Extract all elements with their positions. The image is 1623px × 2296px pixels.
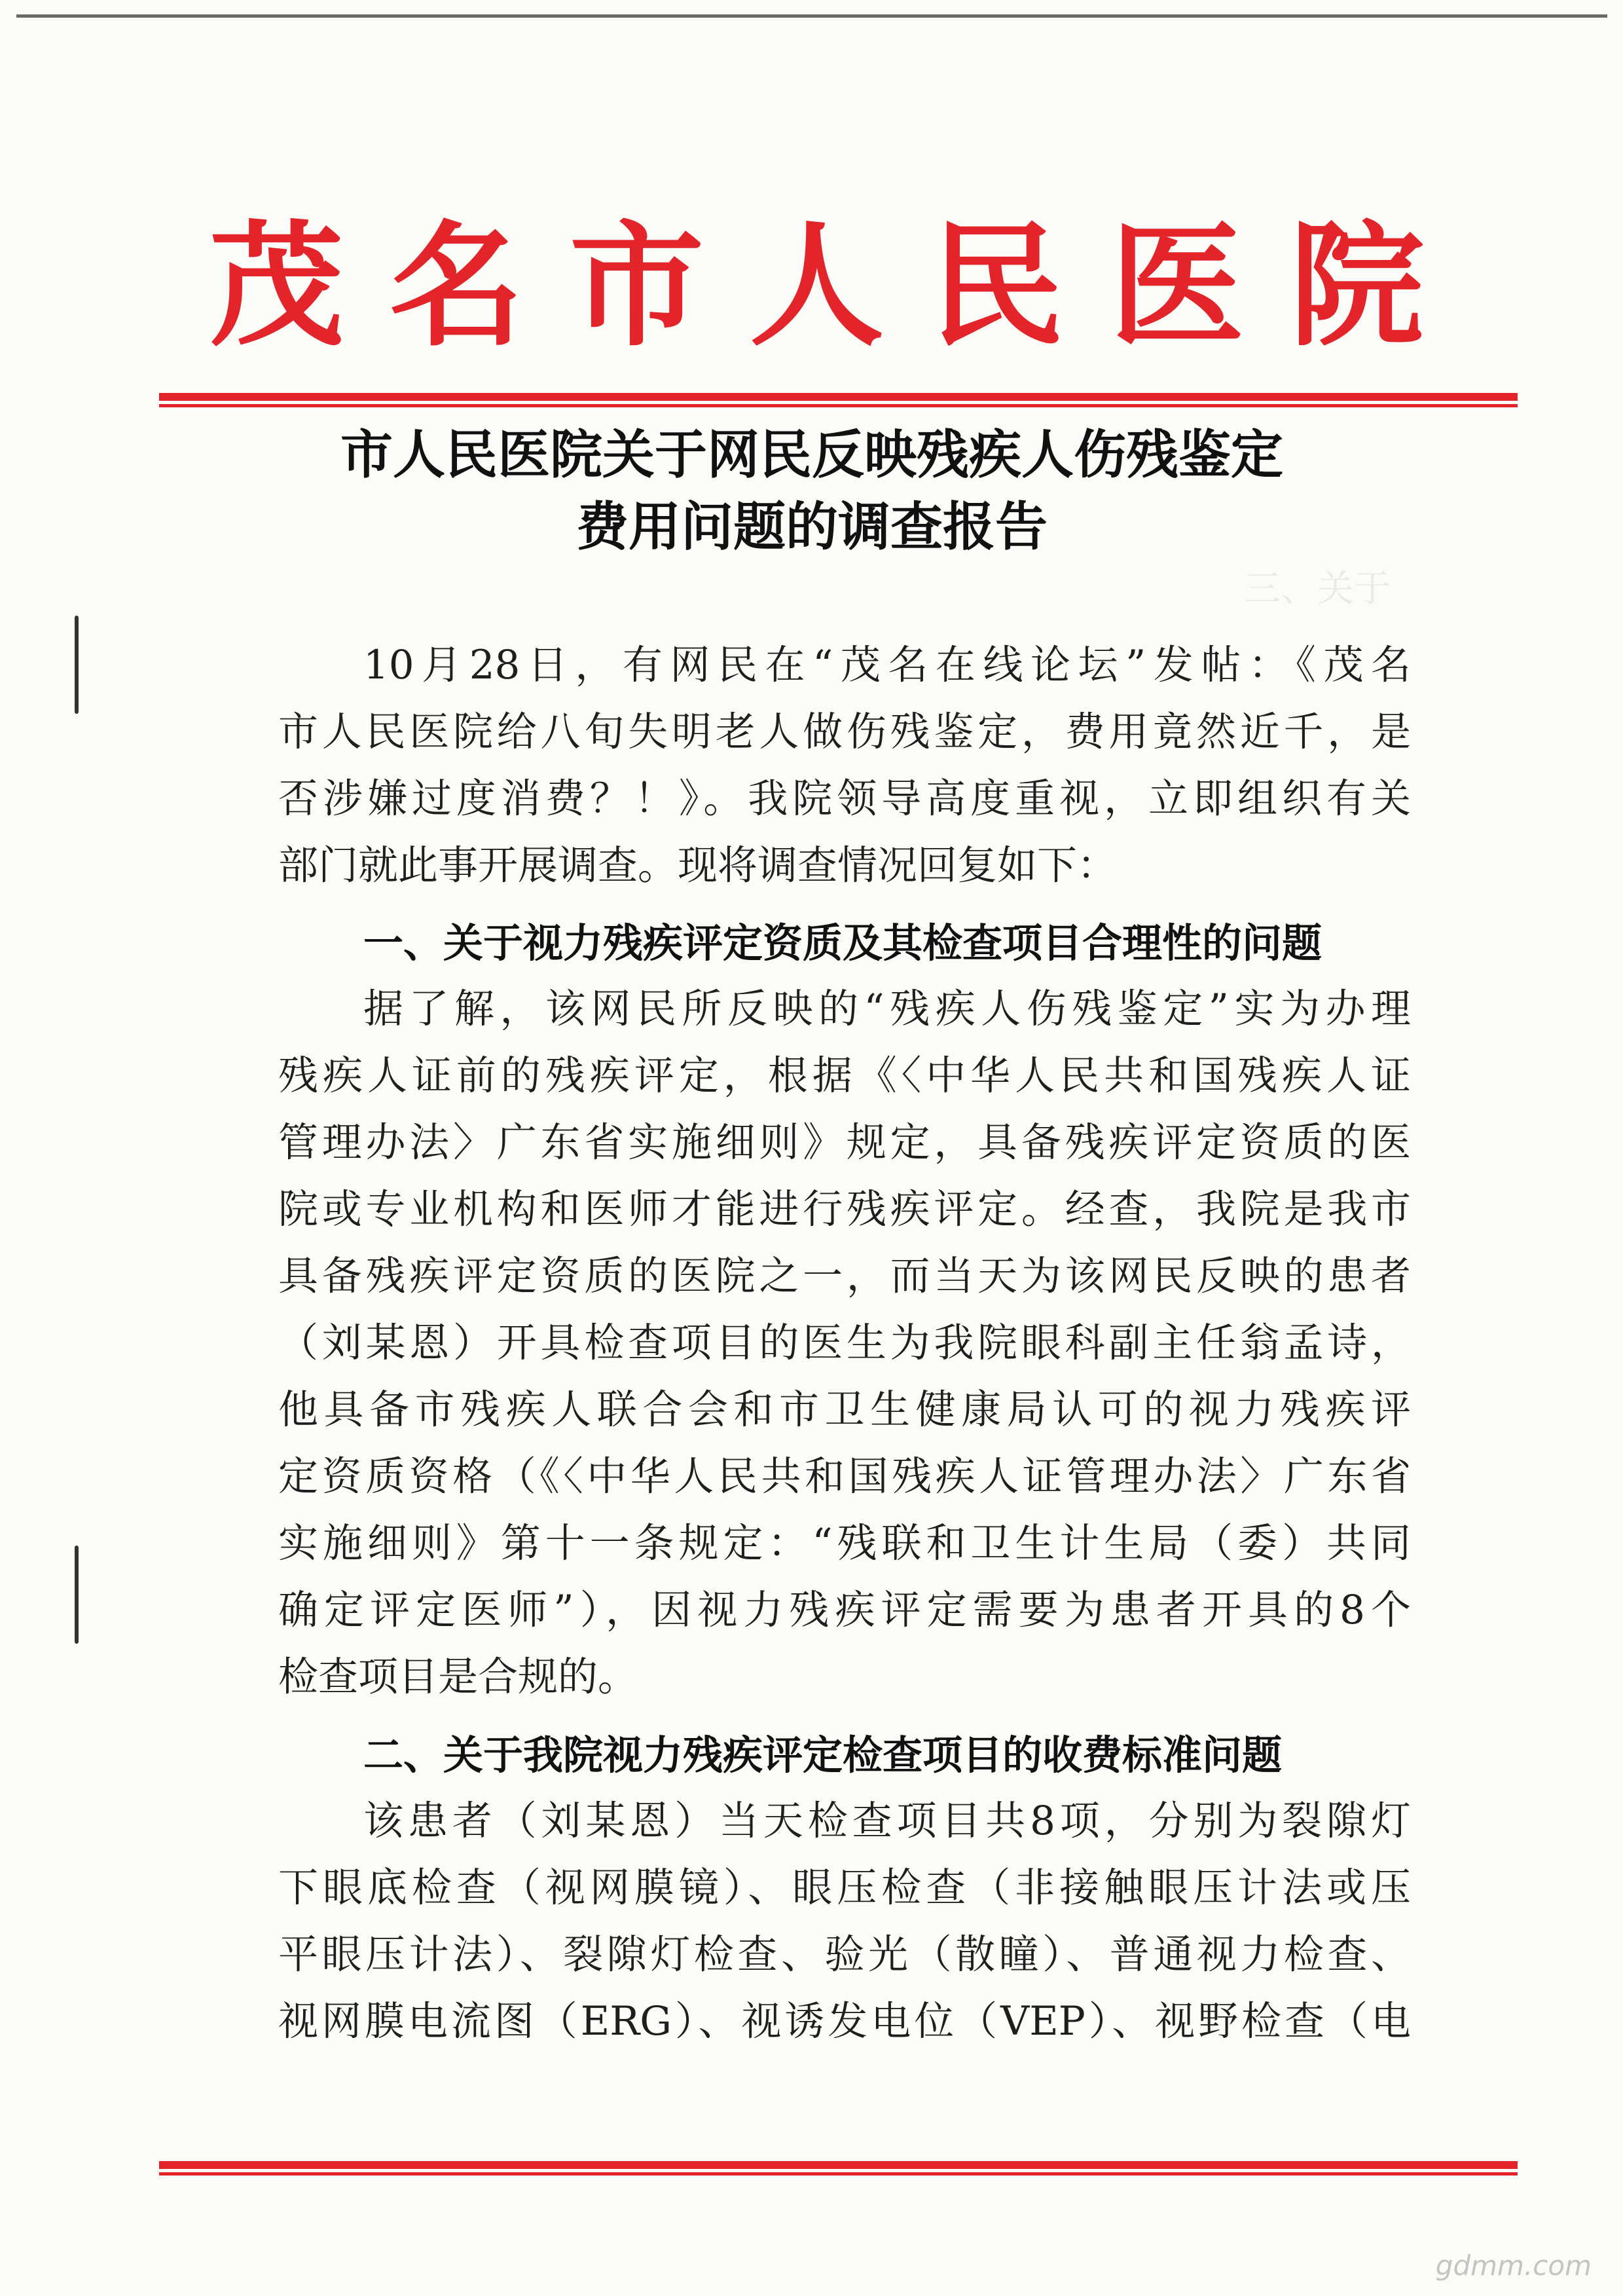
body-line: 确定评定医师”），因视力残疾评定需要为患者开具的8个: [278, 1587, 1411, 1633]
report-title-line-1: 市人民医院关于网民反映残疾人伤残鉴定: [340, 424, 1283, 485]
body-line: 否涉嫌过度消费？！》。我院领导高度重视，立即组织有关: [278, 775, 1411, 822]
red-rule-bottom-thin: [159, 2172, 1518, 2176]
binding-hole-mark: [75, 1546, 79, 1644]
body-line: 部门就此事开展调查。现将调查情况回复如下：: [278, 842, 1118, 889]
section-heading-1: 一、关于视力残疾评定资质及其检查项目合理性的问题: [363, 920, 1322, 967]
binding-hole-mark: [75, 616, 79, 714]
body-line: 定资质资格（《〈中华人民共和国残疾人证管理办法〉广东省: [278, 1453, 1411, 1500]
body-line: 10月28日，有网民在“茂名在线论坛”发帖：《茂名: [363, 642, 1411, 688]
body-line: 具备残疾评定资质的医院之一，而当天为该网民反映的患者: [278, 1253, 1411, 1299]
body-line: 下眼底检查（视网膜镜）、眼压检查（非接触眼压计法或压: [278, 1864, 1411, 1911]
section-heading-2: 二、关于我院视力残疾评定检查项目的收费标准问题: [363, 1732, 1283, 1779]
body-line: 平眼压计法）、裂隙灯检查、验光（散瞳）、普通视力检查、: [278, 1931, 1411, 1978]
body-line: 院或专业机构和医师才能进行残疾评定。经查，我院是我市: [278, 1186, 1411, 1232]
red-rule-top-thin: [159, 404, 1518, 407]
scan-top-edge: [16, 14, 1607, 18]
body-line: 残疾人证前的残疾评定，根据《〈中华人民共和国残疾人证: [278, 1052, 1411, 1099]
site-watermark: gdmm.com: [1435, 2250, 1592, 2282]
body-line: 检查项目是合规的。: [278, 1654, 638, 1700]
bleed-through-text: 三、关于: [1244, 568, 1391, 610]
body-line: 市人民医院给八旬失明老人做伤残鉴定，费用竟然近千，是: [278, 709, 1411, 755]
body-line: 管理办法〉广东省实施细则》规定，具备残疾评定资质的医: [278, 1119, 1411, 1166]
body-line: （刘某恩）开具检查项目的医生为我院眼科副主任翁孟诗，: [278, 1320, 1411, 1366]
body-line: 视网膜电流图（ERG）、视诱发电位（VEP）、视野检查（电: [278, 1998, 1411, 2045]
body-line: 实施细则》第十一条规定：“残联和卫生计生局（委）共同: [278, 1520, 1411, 1566]
report-title-line-2: 费用问题的调查报告: [576, 496, 1048, 557]
body-line: 据了解，该网民所反映的“残疾人伤残鉴定”实为办理: [363, 986, 1411, 1032]
letterhead-title: 茂名市人民医院: [210, 208, 1470, 365]
red-rule-top-thick: [159, 393, 1518, 401]
red-rule-bottom-thick: [159, 2161, 1518, 2169]
body-line: 该患者（刘某恩）当天检查项目共8项，分别为裂隙灯: [363, 1798, 1411, 1844]
body-line: 他具备市残疾人联合会和市卫生健康局认可的视力残疾评: [278, 1386, 1411, 1433]
